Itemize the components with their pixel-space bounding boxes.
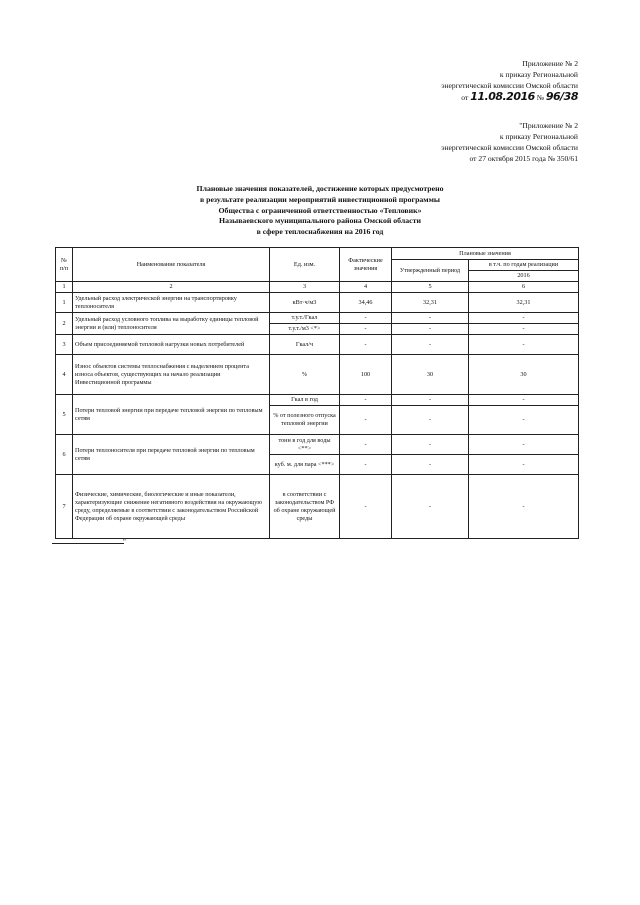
row-actual: - [340, 313, 392, 324]
header-approved: Утвержденный период [392, 260, 469, 282]
header-num: № п/п [56, 248, 73, 282]
column-number: 3 [270, 282, 340, 293]
row-num: 5 [56, 395, 73, 435]
column-numbers-row [56, 282, 579, 293]
row-actual: - [340, 324, 392, 335]
row-actual: - [340, 435, 392, 455]
row-year: - [469, 406, 579, 435]
handwritten-number: 96/38 [545, 90, 578, 103]
row-actual: - [340, 406, 392, 435]
row-num: 1 [56, 293, 73, 313]
row-approved: - [392, 335, 469, 355]
row-unit: в соответствии с законодательством РФ об охране окружающей среды [270, 475, 340, 539]
date-prefix: от [461, 93, 469, 102]
old-appendix-order-ref: к приказу Региональной [499, 132, 578, 141]
row-actual: 100 [340, 355, 392, 395]
row-num: 2 [56, 313, 73, 335]
title-line: в результате реализации мероприятий инвестиционной программы [199, 194, 441, 204]
row-unit: т.у.т./м3 <*> [270, 324, 340, 335]
column-number: 1 [56, 282, 73, 293]
table-row [56, 335, 579, 355]
row-num: 4 [56, 355, 73, 395]
column-number: 5 [392, 282, 469, 293]
row-actual: - [340, 395, 392, 406]
header-by-years: в т.ч. по годам реализации [469, 260, 579, 271]
row-approved: - [392, 435, 469, 455]
row-approved: - [392, 324, 469, 335]
appendix-title: Приложение № 2 [522, 59, 578, 68]
row-unit: тонн в год для воды <**> [270, 435, 340, 455]
column-number: 6 [469, 282, 579, 293]
row-approved: - [392, 475, 469, 539]
header-actual: Фактические значения [340, 248, 392, 282]
row-unit: Гкал/ч [270, 335, 340, 355]
header-year: 2016 [469, 271, 579, 282]
appendix-header-new [441, 58, 578, 103]
document-title [120, 184, 520, 238]
old-appendix-commission: энергетической комиссии Омской области [441, 143, 578, 152]
row-approved: - [392, 313, 469, 324]
table-header-row [56, 248, 579, 260]
row-approved: - [392, 395, 469, 406]
appendix-commission: энергетической комиссии Омской области [441, 81, 578, 90]
old-appendix-title: "Приложение № 2 [519, 121, 578, 130]
row-year: - [469, 395, 579, 406]
row-year: - [469, 324, 579, 335]
row-name: Удельный расход электрической энергии на транспортировку теплоносителя [73, 293, 270, 313]
header-name: Наименование показателя [73, 248, 270, 282]
row-approved: - [392, 406, 469, 435]
title-line: Плановые значения показателей, достижение которых предусмотрено [196, 184, 444, 193]
row-year: - [469, 313, 579, 324]
row-name: Физические, химические, биологические и иные показатели, характеризующие снижение негативного воздействия на окружающую среду, определяемые в соответствии с законодательством Российской Федерации об охране окружающей среды [73, 475, 270, 539]
column-number: 2 [73, 282, 270, 293]
footnote-quote-mark: " [123, 538, 126, 546]
table-row [56, 313, 579, 324]
appendix-order-ref: к приказу Региональной [499, 70, 578, 79]
row-unit: % от полезного отпуска тепловой энергии [270, 406, 340, 435]
appendix-header-old [441, 120, 578, 164]
row-unit: Гкал в год [270, 395, 340, 406]
column-number: 4 [340, 282, 392, 293]
row-num: 3 [56, 335, 73, 355]
row-unit: т.у.т./Гкал [270, 313, 340, 324]
footnote-divider [52, 543, 124, 544]
row-name: Объем присоединяемой тепловой нагрузки новых потребителей [73, 335, 270, 355]
row-year: - [469, 475, 579, 539]
row-approved: 32,31 [392, 293, 469, 313]
table-row [56, 475, 579, 539]
row-actual: - [340, 335, 392, 355]
row-name: Потери тепловой энергии при передаче тепловой энергии по тепловым сетям [73, 395, 270, 435]
appendix-date-line [441, 91, 578, 103]
title-line: в сфере теплоснабжения на 2016 год [256, 227, 384, 237]
row-actual: - [340, 475, 392, 539]
old-appendix-date: от 27 октября 2015 года № 350/61 [469, 154, 578, 163]
table-row [56, 293, 579, 313]
number-prefix: № [536, 93, 544, 102]
row-actual: - [340, 455, 392, 475]
row-year: 30 [469, 355, 579, 395]
row-actual: 34,46 [340, 293, 392, 313]
row-year: - [469, 335, 579, 355]
row-name: Потери теплоносителя при передаче тепловой энергии по тепловым сетям [73, 435, 270, 475]
row-approved: - [392, 455, 469, 475]
handwritten-date: 11.08.2016 [470, 90, 535, 103]
table-row [56, 395, 579, 406]
table-row [56, 355, 579, 395]
row-num: 7 [56, 475, 73, 539]
title-line: Общества с ограниченной ответственностью «Тепловик» [218, 205, 422, 215]
title-line: Называевского муниципального района Омской области [219, 216, 421, 226]
table-row [56, 435, 579, 455]
row-num: 6 [56, 435, 73, 475]
row-year: - [469, 455, 579, 475]
header-plan: Плановые значения [392, 248, 579, 260]
row-unit: куб. м. для пара <***> [270, 455, 340, 475]
row-name: Износ объектов системы теплоснабжения с выделением процента износа объектов, существующих на начало реализации Инвестиционной программы [73, 355, 270, 395]
row-year: - [469, 435, 579, 455]
row-year: 32,31 [469, 293, 579, 313]
indicators-table [55, 247, 579, 539]
row-approved: 30 [392, 355, 469, 395]
row-unit: кВт·ч/м3 [270, 293, 340, 313]
row-unit: % [270, 355, 340, 395]
row-name: Удельный расход условного топлива на выработку единицы тепловой энергии и (или) теплоносителя [73, 313, 270, 335]
header-unit: Ед. изм. [270, 248, 340, 282]
